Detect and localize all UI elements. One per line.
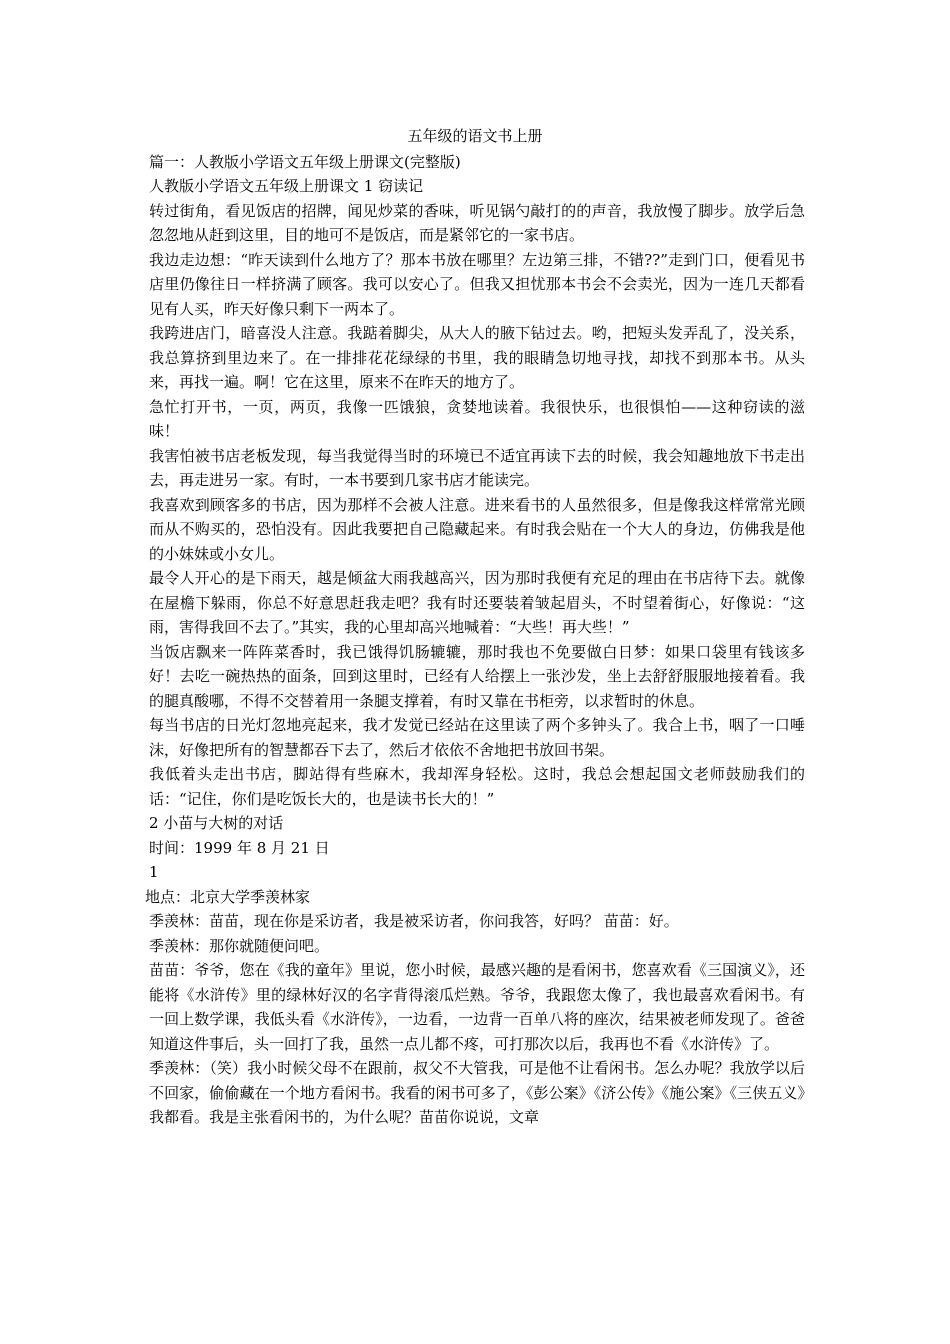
page-number: 1 [149, 863, 159, 881]
paragraph: 我跨进店门，暗喜没人注意。我踮着脚尖，从大人的腋下钻过去。哟，把短头发弄乱了，没关系，我总算挤到里边来了。在一排排花花绿绿的书里，我的眼睛急切地寻找，却找不到那本书。从头来，再找一遍。啊！它在这里，原来不在昨天的地方了。 [149, 324, 805, 391]
paragraph: 我喜欢到顾客多的书店，因为那样不会被人注意。进来看书的人虽然很多，但是像我这样常常光顾而从不购买的，恐怕没有。因此我要把自己隐藏起来。有时我会贴在一个大人的身边，仿佛我是他的小妹妹或小女儿。 [149, 495, 805, 563]
paragraph: 最令人开心的是下雨天，越是倾盆大雨我越高兴，因为那时我便有充足的理由在书店待下去。就像在屋檐下躲雨，你总不好意思赶我走吧？我有时还要装着皱起眉头，不时望着街心，好像说：“这雨，害得我回不去了。”其实，我的心里却高兴地喊着：“大些！再大些！” [149, 569, 805, 636]
paragraph: 时间：1999 年 8 月 21 日 [149, 838, 330, 857]
paragraph: 转过街角，看见饭店的招牌，闻见炒菜的香味，听见锅勺敲打的的声音，我放慢了脚步。放学后急忽忽地从赶到这里，目的地可不是饭店，而是紧邻它的一家书店。 [149, 201, 805, 244]
paragraph: 季羡林：（笑）我小时候父母不在跟前，叔父不大管我，可是他不让看闲书。怎么办呢？我放学以后不回家，偷偷藏在一个地方看闲书。我看的闲书可多了，《彭公案》《济公传》《施公案》《三侠五义》我都看。我是主张看闲书的，为什么呢？苗苗你说说，文章 [149, 1059, 805, 1126]
paragraph: 人教版小学语文五年级上册课文 1 窃读记 [149, 177, 424, 195]
paragraph: 苗苗：爷爷，您在《我的童年》里说，您小时候，最感兴趣的是看闲书，您喜欢看《三国演义》，还能将《水浒传》里的绿林好汉的名字背得滚瓜烂熟。爷爷，我跟您太像了，我也最喜欢看闲书。有一回上数学课，我低头看《水浒传》，一边看，一边背一百单八将的座次，结果被老师发现了。爸爸知道这件事后，头一回打了我，虽然一点儿都不疼，可打那次以后，我再也不看《水浒传》了。 [149, 961, 805, 1053]
paragraph: 急忙打开书，一页，两页，我像一匹饿狼，贪婪地读着。我很快乐，也很惧怕——这种窃读的滋味！ [149, 397, 805, 440]
paragraph: 季羡林：苗苗，现在你是采访者，我是被采访者，你问我答，好吗？ 苗苗：好。 [149, 912, 679, 930]
paragraph: 季羡林：那你就随便问吧。 [149, 936, 330, 955]
paragraph: 篇一：人教版小学语文五年级上册课文(完整版) [149, 152, 461, 171]
paragraph: 每当书店的日光灯忽地亮起来，我才发觉已经站在这里读了两个多钟头了。我合上书，咽了一口唾沫，好像把所有的智慧都吞下去了，然后才依依不舍地把书放回书架。 [149, 716, 805, 759]
paragraph: 我害怕被书店老板发现，每当我觉得当时的环境已不适宜再读下去的时候，我会知趣地放下书走出去，再走进另一家。有时，一本书要到几家书店才能读完。 [149, 446, 805, 489]
paragraph: 当饭店飘来一阵阵菜香时，我已饿得饥肠辘辘，那时我也不免要做白日梦：如果口袋里有钱该多好！去吃一碗热热的面条，回到这里时，已经有人给摆上一张沙发，坐上去舒舒服服地接着看。我的腿真酸哪，不得不交替着用一条腿支撑着，有时又靠在书柜旁，以求暂时的休息。 [149, 642, 805, 710]
section-heading: 2 小苗与大树的对话 [149, 814, 284, 832]
paragraph: 地点：北京大学季羡林家 [145, 887, 311, 906]
paragraph: 我低着头走出书店，脚站得有些麻木，我却浑身轻松。这时，我总会想起国文老师鼓励我们的话：“记住，你们是吃饭长大的，也是读书长大的！” [149, 765, 805, 808]
document-page [145, 124, 805, 1130]
document-title: 五年级的语文书上册 [407, 127, 543, 145]
paragraph: 我边走边想：“昨天读到什么地方了？那本书放在哪里？左边第三排，不错??”走到门口，便看见书店里仍像往日一样挤满了顾客。我可以安心了。但我又担忧那本书会不会卖光，因为一连几天都看见有人买，昨天好像只剩下一两本了。 [149, 250, 805, 318]
